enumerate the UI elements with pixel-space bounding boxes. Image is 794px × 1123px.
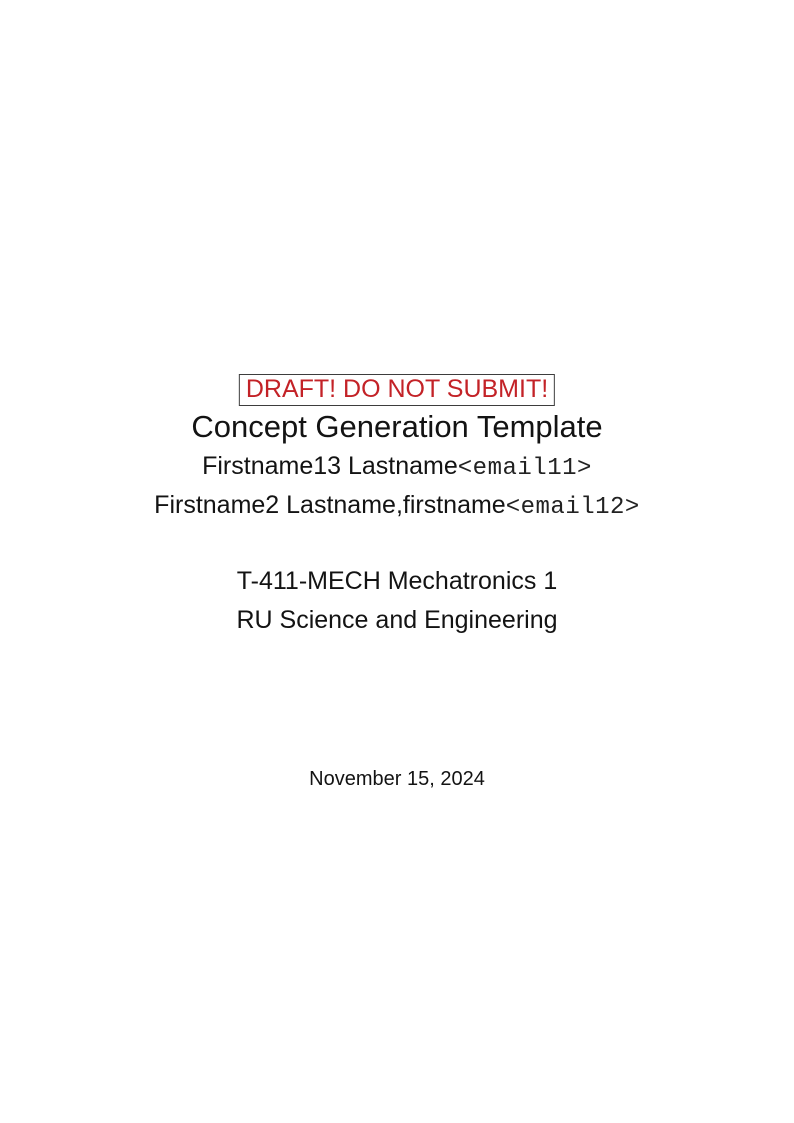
institution-line: RU Science and Engineering xyxy=(236,606,558,634)
author-line xyxy=(0,453,794,482)
author-name: Firstname13 Lastname xyxy=(202,452,458,480)
document-title: Concept Generation Template xyxy=(191,409,603,444)
course-name-line: T-411-MECH Mechatronics 1 xyxy=(236,567,558,595)
author-email: <email12> xyxy=(505,494,640,521)
author-line xyxy=(0,492,794,521)
draft-notice: DRAFT! DO NOT SUBMIT! xyxy=(239,374,555,406)
author-name: Firstname2 Lastname,firstname xyxy=(154,491,506,519)
date-line: November 15, 2024 xyxy=(309,768,485,790)
author-email: <email11> xyxy=(457,455,592,482)
